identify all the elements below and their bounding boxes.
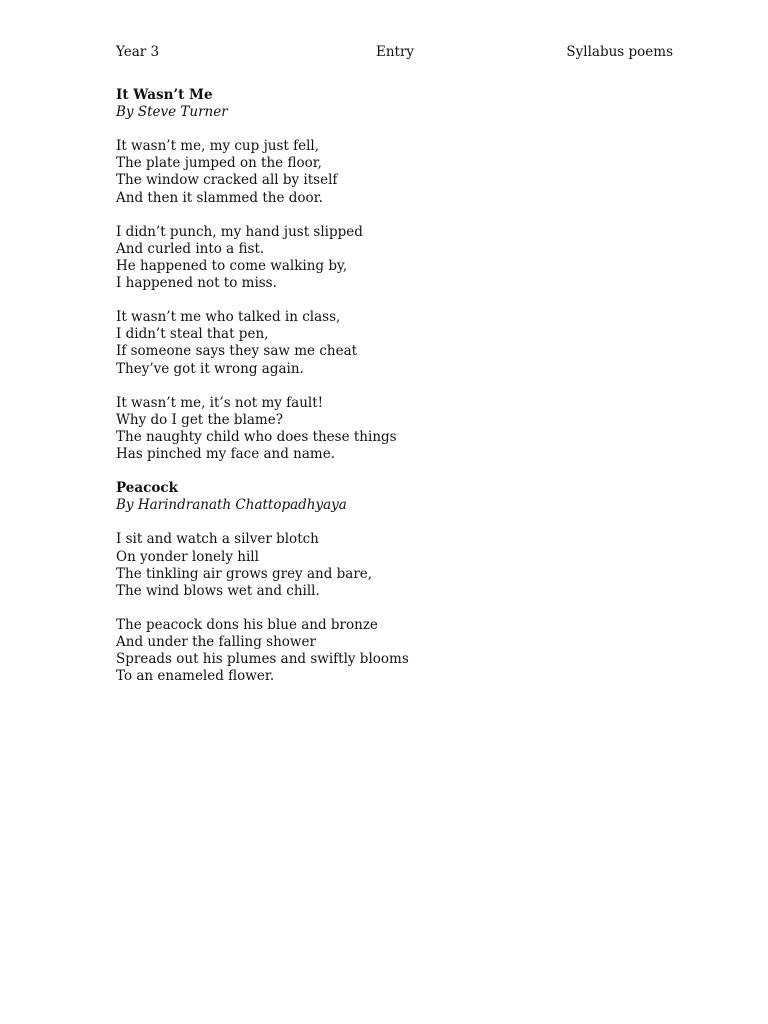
- poem-line: On yonder lonely hill: [116, 548, 259, 565]
- stanza: [116, 138, 676, 206]
- poem-line: The tinkling air grows grey and bare,: [116, 565, 373, 582]
- poem-line: It wasn’t me, it’s not my fault!: [116, 394, 324, 411]
- poem-line: I didn’t punch, my hand just slipped: [116, 223, 363, 240]
- poem-title: It Wasn’t Me: [116, 87, 213, 103]
- poem-line: I happened not to miss.: [116, 275, 277, 292]
- poem-line: Why do I get the blame?: [116, 411, 283, 428]
- stanza: [116, 395, 676, 463]
- stanza: [116, 617, 676, 685]
- poem-line: He happened to come walking by,: [116, 257, 348, 274]
- poem-line: And curled into a fist.: [116, 240, 265, 257]
- stanza: [116, 224, 676, 292]
- header-section: Entry: [376, 44, 415, 60]
- poems-container: [116, 87, 676, 685]
- stanza: [116, 531, 676, 599]
- poem-line: If someone says they saw me cheat: [116, 343, 358, 360]
- poem-line: The peacock dons his blue and bronze: [116, 616, 378, 633]
- poem-author: By Steve Turner: [116, 104, 228, 121]
- poem-author: By Harindranath Chattopadhyaya: [116, 497, 347, 514]
- poem-line: The plate jumped on the floor,: [116, 155, 322, 172]
- poem-line: The naughty child who does these things: [116, 428, 397, 445]
- poem-it-wasnt-me: [116, 87, 676, 463]
- stanza: [116, 309, 676, 377]
- poem-line: The window cracked all by itself: [116, 172, 338, 189]
- poem-line: And under the falling shower: [116, 634, 316, 650]
- poem-line: It wasn’t me who talked in class,: [116, 309, 341, 326]
- page-header: [116, 42, 673, 62]
- poem-line: To an enameled flower.: [116, 668, 275, 685]
- header-year: Year 3: [116, 44, 160, 60]
- poem-line: It wasn’t me, my cup just fell,: [116, 138, 320, 155]
- poem-line: Spreads out his plumes and swiftly blooms: [116, 651, 409, 668]
- poem-line: Has pinched my face and name.: [116, 445, 335, 462]
- poem-line: And then it slammed the door.: [116, 189, 323, 206]
- poem-title: Peacock: [116, 480, 178, 497]
- header-title: Syllabus poems: [566, 44, 673, 60]
- poem-line: I didn’t steal that pen,: [116, 326, 269, 343]
- poem-line: They’ve got it wrong again.: [116, 360, 304, 377]
- poem-peacock: [116, 480, 676, 685]
- poem-line: I sit and watch a silver blotch: [116, 531, 319, 548]
- poem-line: The wind blows wet and chill.: [116, 582, 320, 599]
